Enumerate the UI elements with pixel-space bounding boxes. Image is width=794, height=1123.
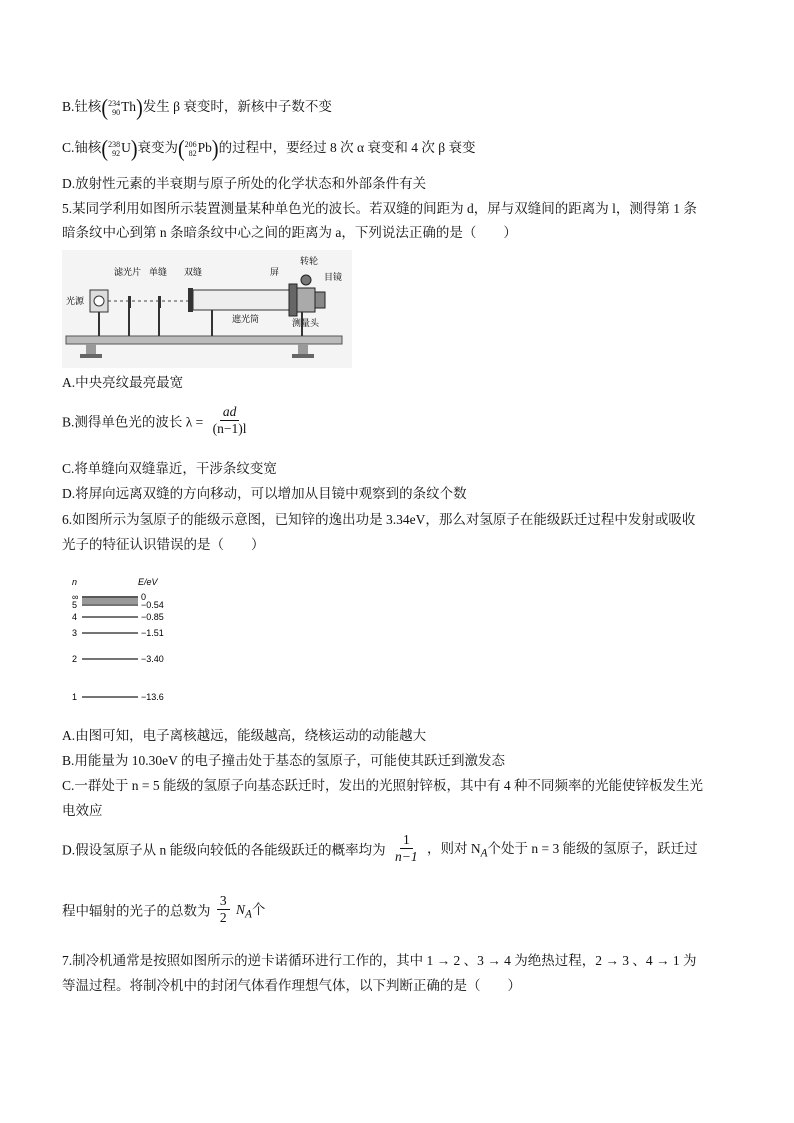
charge-number: 92: [112, 149, 121, 159]
light-shield-tube: [193, 290, 289, 310]
q5-option-a: A.中央亮纹最亮最宽: [62, 375, 184, 390]
q4-option-c: [62, 136, 476, 163]
mass-number: 234: [108, 99, 121, 109]
q6d-text-a: ，则对 N: [427, 841, 481, 857]
hydrogen-energy-level-diagram: [62, 575, 192, 707]
level-energy-label: −1.51: [141, 628, 164, 638]
filter-icon: [128, 296, 131, 308]
level-energy-label: −3.40: [141, 654, 164, 664]
q5-stem-line2: 暗条纹中心到第 n 条暗条纹中心之间的距离为 a，下列说法正确的是（ ）: [62, 225, 517, 240]
q4c-mid: 衰变为: [137, 140, 178, 155]
subscript-a: A: [480, 847, 488, 860]
q5-stem-line1: 5.某同学利用如图所示装置测量某种单色光的波长。若双缝的间距为 d，屏与双缝间的距离为 l，测得第 1 条: [62, 201, 697, 216]
q5b-prefix: B.测得单色光的波长 λ =: [62, 414, 204, 430]
fraction-denominator: n−1: [395, 849, 418, 864]
level-n-label: ∞: [72, 592, 79, 602]
q6-option-d-line2: [62, 893, 265, 926]
thorium-nuclide: ( 234 90 Th): [101, 95, 143, 122]
element-symbol: Pb: [197, 140, 212, 156]
level-energy-label: −13.6: [141, 692, 164, 702]
fraction-numerator: 1: [400, 832, 413, 849]
lead-nuclide: ( 206 82 Pb): [177, 136, 219, 163]
level-n-label: 2: [72, 654, 78, 664]
q5-option-d: D.将屏向远离双缝的方向移动，可以增加从目镜中观察到的条纹个数: [62, 486, 467, 501]
q6-option-c-line1: C.一群处于 n = 5 能级的氢原子向基态跃迁时，发出的光照射锌板，其中有 4 种不同频率的光能使锌板发生光: [62, 778, 703, 793]
q4-option-b: [62, 95, 332, 122]
fraction-numerator: 3: [217, 893, 230, 910]
charge-number: 90: [112, 108, 121, 118]
q6d2-suffix: 个: [251, 902, 266, 918]
screen-icon: [289, 284, 297, 316]
fraction-numerator: ad: [220, 404, 240, 421]
subscript-a: A: [245, 908, 252, 921]
double-slit-apparatus-figure: [62, 250, 352, 368]
probability-fraction: [392, 832, 421, 865]
q4-option-d: D.放射性元素的半衰期与原子所处的化学状态和外部条件有关: [62, 176, 427, 191]
level-n-label: 3: [72, 628, 78, 638]
filter-label: 滤光片: [114, 267, 142, 277]
wheel-icon: [301, 275, 311, 285]
optical-bench: [66, 336, 342, 344]
q4b-prefix: B.钍核: [62, 99, 102, 114]
double-slit-icon: [188, 288, 193, 312]
mass-number: 238: [108, 140, 121, 150]
eyepiece-label: 目镜: [324, 272, 343, 282]
eyepiece-icon: [315, 292, 325, 308]
q4b-text: 发生 β 衰变时，新核中子数不变: [142, 99, 332, 114]
tube-label: 遮光筒: [232, 314, 260, 324]
fraction-denominator: 2: [219, 910, 227, 925]
level-n-label: 5: [72, 600, 78, 610]
q6d2-prefix: 程中辐射的光子的总数为: [62, 903, 211, 919]
single-slit-icon: [158, 296, 161, 308]
level-n-label: 4: [72, 612, 78, 622]
q7-stem-line2: 等温过程。将制冷机中的封闭气体看作理想气体，以下判断正确的是（ ）: [62, 978, 521, 993]
measuring-head-label: 测量头: [292, 318, 320, 328]
q6d-prefix: D.假设氢原子从 n 能级向较低的各能级跃迁的概率均为: [62, 842, 386, 858]
element-symbol: Th: [121, 99, 137, 115]
mass-number: 206: [184, 140, 197, 150]
light-source-label: 光源: [66, 296, 85, 306]
level-energy-label: −0.54: [141, 600, 164, 610]
level-energy-label: 0: [141, 592, 147, 602]
q6-option-b: B.用能量为 10.30eV 的电子撞击处于基态的氢原子，可能使其跃迁到激发态: [62, 753, 506, 768]
q5-option-b: [62, 404, 253, 437]
q7-stem-line1: 7.制冷机通常是按照如图所示的逆卡诺循环进行工作的，其中 1 → 2 、3 → 4 为绝热过程，2 → 3 、4 → 1 为: [62, 953, 697, 968]
q6d-text-b: 个处于 n = 3 能级的氢原子，跃迁过: [487, 841, 698, 857]
q6-stem-line1: 6.如图所示为氢原子的能级示意图，已知锌的逸出功是 3.34eV，那么对氢原子在能级跃迁过程中发射或吸收: [62, 512, 696, 527]
element-symbol: U: [121, 140, 131, 156]
level-n-label: 1: [72, 692, 78, 702]
uranium-nuclide: ( 238 92 U): [101, 136, 138, 163]
fraction-denominator: (n−1)l: [212, 421, 247, 436]
single-slit-label: 单缝: [149, 267, 168, 277]
q6-option-d-line1: [62, 832, 698, 865]
screen-label: 屏: [270, 267, 280, 277]
q6-option-c-line2: 电效应: [62, 803, 103, 818]
n-axis-label: n: [72, 577, 78, 587]
q6d2-symbol: N: [236, 902, 246, 918]
q6-stem-line2: 光子的特征认识错误的是（ ）: [62, 537, 265, 552]
q4c-text: 的过程中，要经过 8 次 α 衰变和 4 次 β 衰变: [218, 140, 476, 155]
photon-count-fraction: [217, 893, 230, 926]
double-slit-label: 双缝: [184, 267, 203, 277]
q5-option-c: C.将单缝向双缝靠近，干涉条纹变宽: [62, 461, 277, 476]
wheel-label: 转轮: [300, 256, 319, 266]
q4c-prefix: C.铀核: [62, 140, 102, 155]
measuring-head-icon: [297, 288, 315, 312]
charge-number: 82: [188, 149, 197, 159]
wavelength-fraction: [210, 404, 250, 437]
level-energy-label: −0.85: [141, 612, 164, 622]
q6-option-a: A.由图可知，电子离核越远，能级越高，绕核运动的动能越大: [62, 728, 427, 743]
energy-axis-label: E/eV: [138, 577, 158, 587]
